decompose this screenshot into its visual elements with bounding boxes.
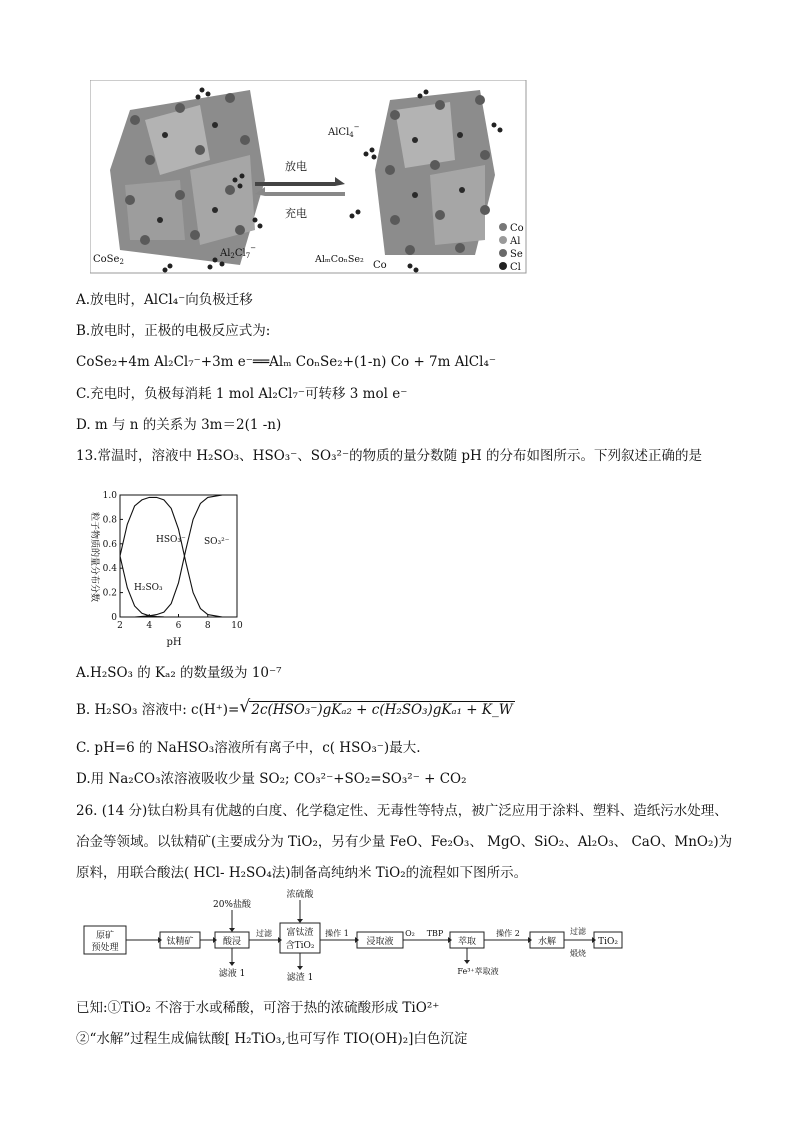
q26-paragraph-1: 26. (14 分)钛白粉具有优越的白度、化学稳定性、无毒性等特点，被广泛应用于涂料、塑料、造纸污水处理、 (76, 803, 728, 819)
sqrt-sign: √ (239, 697, 251, 717)
x-tick-label: 6 (175, 621, 182, 631)
y-tick-label: 0.2 (102, 588, 117, 599)
text-concentrate: 钛精矿 (166, 937, 194, 947)
legend-se: Se (510, 249, 523, 260)
q12-option-c: C.充电时，负极每消耗 1 mol Al₂Cl₇⁻可转移 3 mol e⁻ (76, 386, 408, 402)
text-op2: 操作 2 (496, 929, 520, 938)
text-op1: 操作 1 (325, 929, 349, 938)
legend-cl: Cl (510, 262, 521, 273)
battery-figure (90, 80, 530, 275)
text-hcl: 20%盐酸 (212, 900, 252, 910)
q12-option-a: A.放电时，AlCl₄⁻向负极迁移 (76, 292, 253, 308)
label-discharge: 放电 (285, 160, 307, 173)
q12-equation: CoSe₂+4m Al₂Cl₇⁻+3m e⁻══Alₘ CoₙSe₂+(1-n) Co + 7m AlCl₄⁻ (76, 354, 496, 370)
q13-option-c: C. pH=6 的 NaHSO₃溶液所有离子中，c( HSO₃⁻)最大. (76, 740, 421, 756)
q12-option-d: D. m 与 n 的关系为 3m＝2(1 -n) (76, 417, 282, 433)
q13-option-b-prefix: B. H₂SO₃ 溶液中: c(H⁺)= (76, 702, 240, 718)
label-hso3: HSO₃⁻ (156, 535, 186, 545)
text-fe-extract: Fe³⁺萃取液 (457, 967, 499, 976)
q26-known-1: 已知:①TiO₂ 不溶于水或稀酸，可溶于热的浓硫酸形成 TiO²⁺ (76, 1000, 440, 1016)
y-axis-label: 粒子物质的量分布分数 (89, 511, 99, 603)
text-acid-leach: 酸浸 (222, 937, 242, 947)
text-residue1: 滤渣 1 (286, 973, 314, 983)
y-tick-label: 0.8 (102, 515, 117, 526)
text-leachate: 浸取液 (366, 937, 394, 947)
series-hso3-line (120, 497, 237, 617)
sqrt-radicand: 2c(HSO₃⁻)gKₐ₂ + c(H₂SO₃)gKₐ₁ + K_W (251, 702, 513, 718)
text-filtrate1: 滤液 1 (218, 969, 246, 979)
q13-option-a: A.H₂SO₃ 的 Kₐ₂ 的数量级为 10⁻⁷ (76, 665, 282, 681)
label-h2so3: H₂SO₃ (134, 583, 163, 593)
label-almconse2: AlₘCoₙSe₂ (315, 254, 364, 265)
q13-stem: 13.常温时，溶液中 H₂SO₃、HSO₃⁻、SO₃²⁻的物质的量分数随 pH 的分布如图所示。下列叙述正确的是 (76, 448, 703, 464)
text-o2: O₂ (405, 929, 415, 938)
label-al2cl7: $Al_2Cl_7^-$ (220, 244, 257, 260)
text-tbp: TBP (426, 929, 444, 938)
legend-co: Co (510, 223, 524, 234)
text-extraction: 萃取 (457, 937, 477, 947)
y-tick-label: 0 (111, 613, 117, 623)
x-tick-label: 10 (231, 621, 243, 631)
q26-paragraph-2: 冶金等领域。以钛精矿(主要成分为 TiO₂，另有少量 FeO、Fe₂O₃、 MgO、SiO₂、Al₂O₃、 CaO、MnO₂)为 (76, 834, 733, 850)
y-tick-label: 0.4 (102, 564, 117, 575)
q26-paragraph-3: 原料，用联合酸法( HCl- H₂SO₄法)制备高纯纳米 TiO₂的流程如下图所示。 (76, 865, 528, 881)
text-filter: 过滤 (256, 929, 272, 938)
text-calcine: 煅烧 (570, 949, 586, 958)
text-tio2-product: TiO₂ (598, 937, 618, 947)
y-tick-label: 1.0 (102, 491, 117, 501)
label-so3: SO₃²⁻ (204, 537, 230, 547)
process-flow-diagram (80, 888, 640, 988)
label-alcl4: AlCl$_4$− (328, 123, 360, 139)
label-co: Co (373, 260, 387, 271)
text-pretreatment: 预处理 (91, 943, 119, 953)
text-hydrolysis: 水解 (537, 937, 557, 947)
q26-known-2: ②“水解”过程生成偏钛酸[ H₂TiO₃,也可写作 TIO(OH)₂]白色沉淀 (76, 1031, 468, 1047)
text-filter2: 过滤 (570, 927, 586, 936)
legend-al: Al (510, 236, 521, 247)
text-ore: 原矿 (95, 931, 115, 941)
label-charge: 充电 (285, 207, 307, 220)
label-cose2: CoSe$_2$ (93, 254, 124, 266)
y-tick-label: 0.6 (102, 539, 117, 550)
x-tick-label: 4 (146, 621, 153, 631)
right-crystal-structure (375, 90, 495, 255)
text-slag: 富钛渣 (286, 928, 314, 938)
q13-option-b (76, 697, 515, 719)
series-so3-line (120, 495, 237, 617)
q13-option-d: D.用 Na₂CO₃浓溶液吸收少量 SO₂; CO₃²⁻+SO₂=SO₃²⁻ + CO₂ (76, 771, 467, 787)
x-tick-label: 2 (117, 621, 123, 631)
plot-frame (120, 495, 237, 617)
text-conc-h2so4: 浓硫酸 (286, 890, 314, 900)
q12-option-b: B.放电时，正极的电极反应式为: (76, 323, 271, 339)
sqrt-formula (239, 697, 514, 719)
x-axis-label: pH (166, 637, 182, 647)
x-tick-label: 8 (204, 621, 211, 631)
distribution-chart (82, 487, 247, 647)
text-contains-tio2: 含TiO₂ (285, 941, 315, 951)
